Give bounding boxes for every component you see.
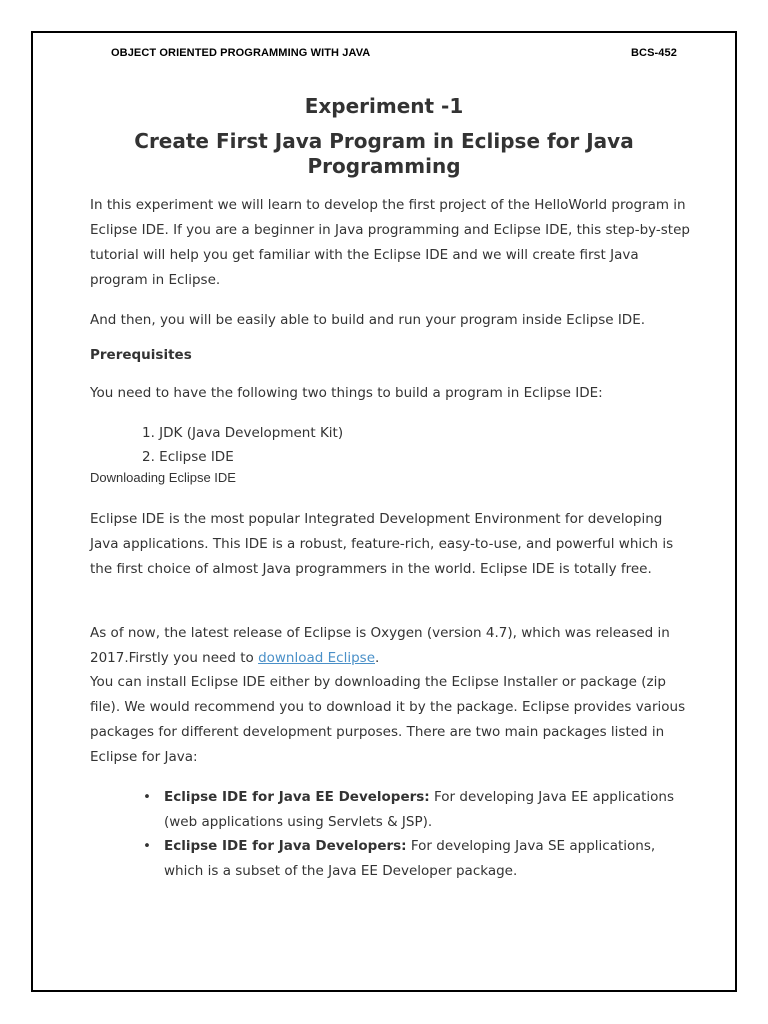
intro-paragraph: In this experiment we will learn to develop the first project of the HelloWorld program in Eclipse IDE. If you are a beginner in Java programming and Eclipse IDE, this step-by-step tutorial will help you get familiar with the Eclipse IDE and we will create first Java program in Eclipse. [90,197,690,288]
then-paragraph: And then, you will be easily able to build and run your program inside Eclipse IDE. [90,312,646,328]
package-desc: For developing Java SE applications, which is a subset of the Java EE Developer package. [164,838,656,879]
package-desc: For developing Java EE applications (web applications using Servlets & JSP). [164,789,674,830]
requirement-eclipse: 2. Eclipse IDE [142,449,234,465]
requirements-intro: You need to have the following two things to build a program in Eclipse IDE: [90,385,603,401]
package-item-java-se [164,834,694,884]
header-course-title: OBJECT ORIENTED PROGRAMMING WITH JAVA [111,47,371,59]
prerequisites-heading: Prerequisites [90,347,192,363]
experiment-title: Experiment -1 [304,94,464,118]
requirement-jdk: 1. JDK (Java Development Kit) [142,425,344,441]
release-text: As of now, the latest release of Eclipse is Oxygen (version 4.7), which was released in 2017.Firstly you need to [90,625,670,666]
header-course-code: BCS-452 [631,47,677,59]
eclipse-description-paragraph: Eclipse IDE is the most popular Integrated Development Environment for developing Java applications. This IDE is a robust, feature-rich, easy-to-use, and powerful which is the first choice of almost Java programmers in the world. Eclipse IDE is totally free. [90,511,674,577]
experiment-subtitle: Create First Java Program in Eclipse for Java Programming [134,129,634,178]
package-item-java-ee [164,785,694,835]
package-name: Eclipse IDE for Java EE Developers: [164,789,430,805]
download-subheading: Downloading Eclipse IDE [90,470,236,485]
release-end: . [375,650,380,666]
download-eclipse-link[interactable]: download Eclipse [258,650,375,666]
install-paragraph: You can install Eclipse IDE either by downloading the Eclipse Installer or package (zip file). We would recommend you to download it by the package. Eclipse provides various packages for different development purposes. There are two main packages listed in Eclipse for Java: [90,674,686,765]
package-name: Eclipse IDE for Java Developers: [164,838,407,854]
release-paragraph [90,621,690,671]
